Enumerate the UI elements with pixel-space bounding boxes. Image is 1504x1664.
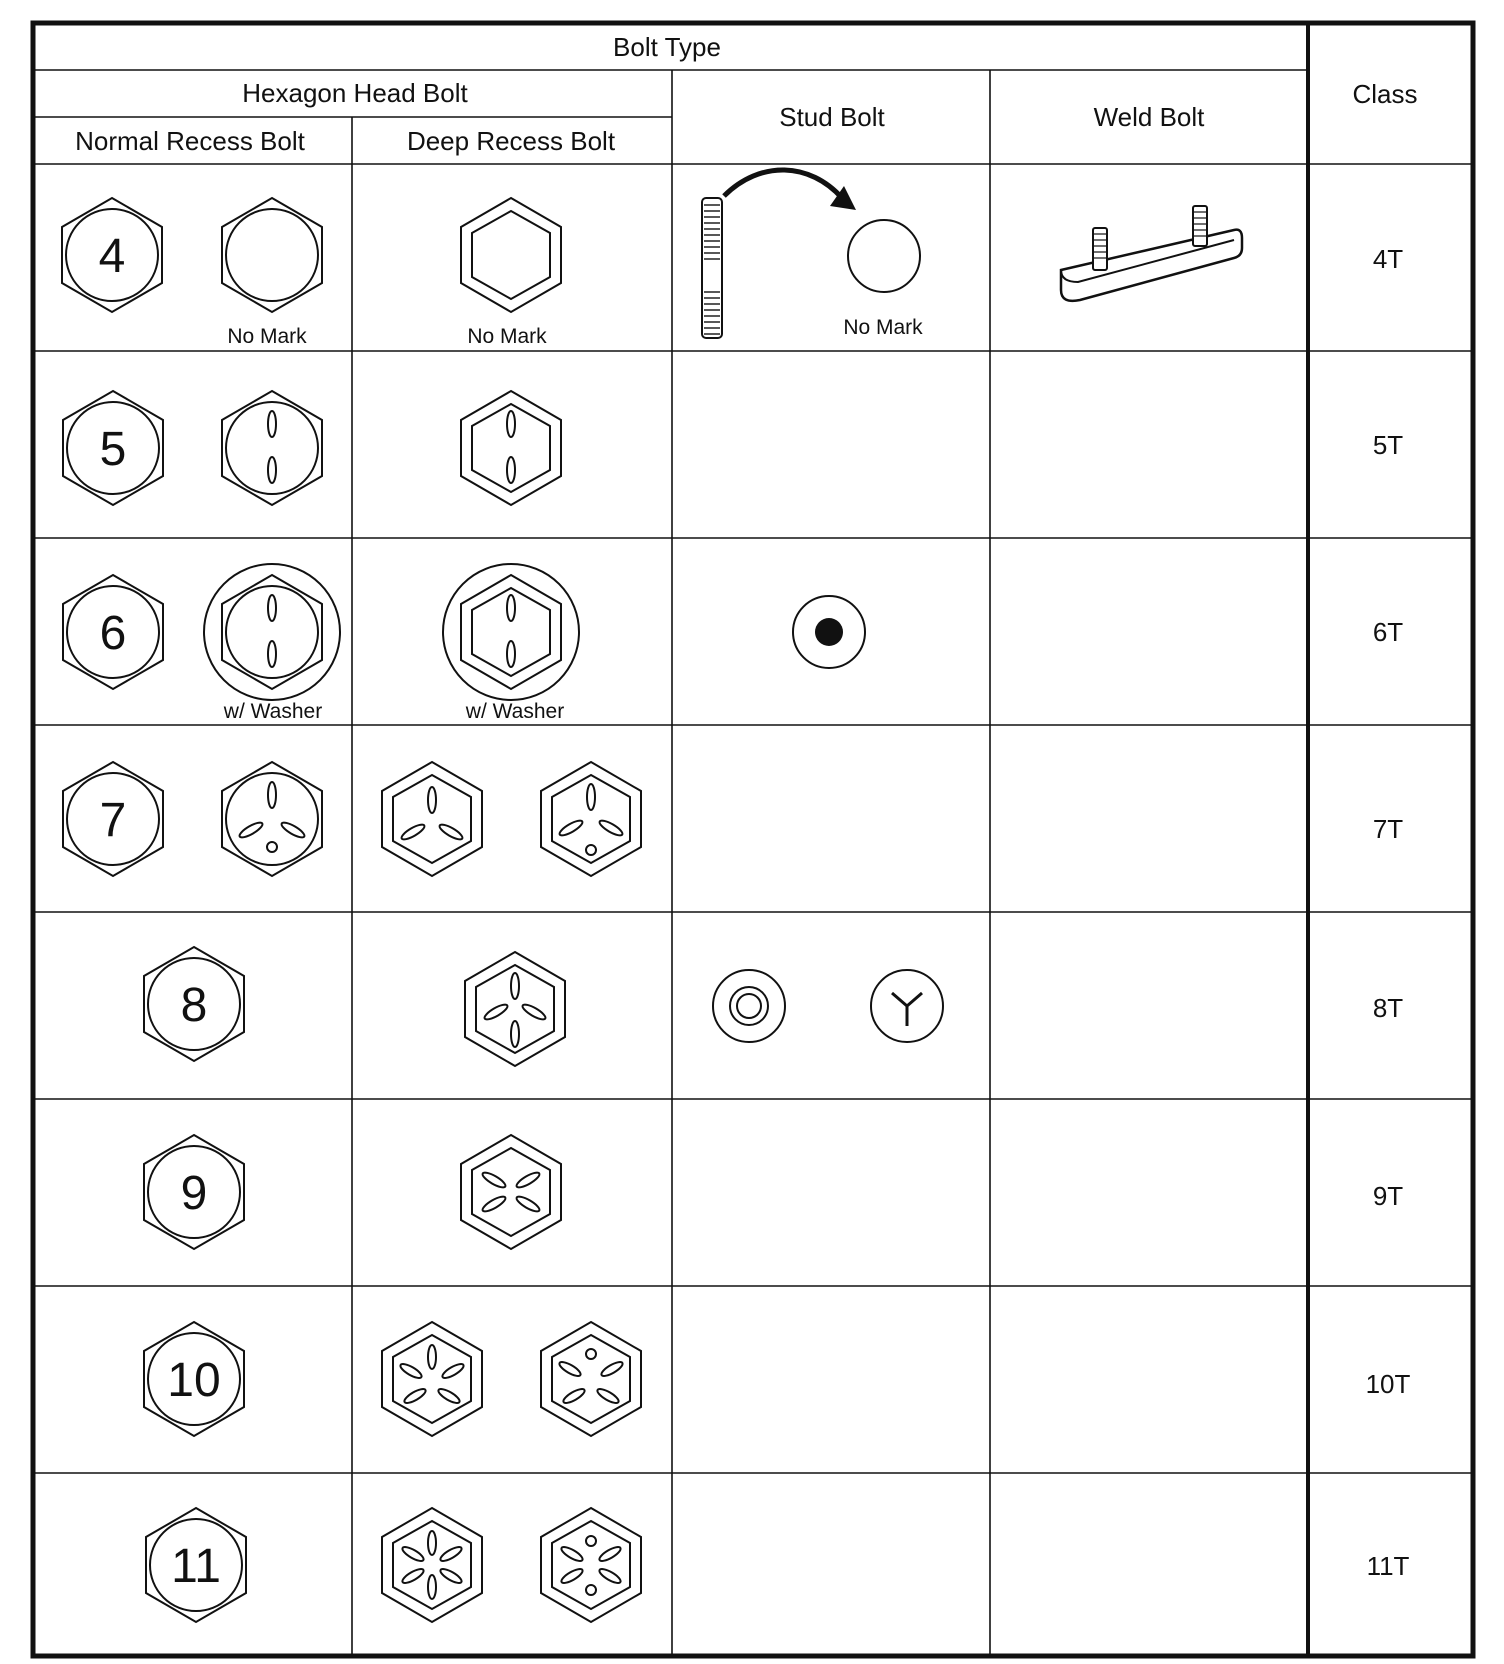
deep-recess-six-dash-icon: [382, 1508, 482, 1622]
two-dash-mark-washer-icon: [204, 564, 340, 700]
class-label: 9T: [1372, 1181, 1404, 1211]
deep-recess-bolt-header: Deep Recess Bolt: [406, 126, 616, 156]
class-label: 7T: [1372, 814, 1404, 844]
deep-recess-two-dash-washer-icon: [443, 564, 579, 700]
deep-recess-three-dash-icon: [382, 762, 482, 876]
svg-text:10: 10: [167, 1354, 221, 1407]
no-mark-caption: No Mark: [227, 325, 307, 348]
stud-bolt-icon: [702, 198, 722, 338]
svg-text:7: 7: [99, 794, 127, 847]
hex-bolt-head-11-icon: [146, 1508, 246, 1622]
class-label: 8T: [1372, 993, 1404, 1023]
stud-y-mark-icon: [871, 970, 943, 1042]
hex-bolt-head-10-icon: [144, 1322, 244, 1436]
hex-bolt-head-6-icon: [63, 575, 163, 689]
svg-text:11: 11: [171, 1540, 221, 1593]
hexagon-head-bolt-header: Hexagon Head Bolt: [242, 78, 468, 108]
no-mark-caption: No Mark: [467, 325, 547, 348]
washer-caption: w/ Washer: [223, 700, 323, 723]
class-label: 4T: [1372, 244, 1404, 274]
class-label: 5T: [1372, 430, 1404, 460]
hex-bolt-head-5-icon: [63, 391, 163, 505]
weld-bolt-icon: [1061, 206, 1242, 301]
svg-text:6: 6: [99, 607, 127, 660]
hex-bolt-head-no-mark-icon: [222, 198, 322, 312]
deep-recess-five-dash-icon: [382, 1322, 482, 1436]
class-label: 10T: [1365, 1369, 1411, 1399]
weld-bolt-header: Weld Bolt: [1093, 102, 1205, 132]
deep-recess-three-dash-dot-icon: [541, 762, 641, 876]
table-grid: [33, 23, 1473, 1656]
three-dash-dot-mark-icon: [222, 762, 322, 876]
deep-recess-two-dash-icon: [461, 391, 561, 505]
stud-double-ring-icon: [713, 970, 785, 1042]
curved-arrow-icon: [724, 170, 856, 210]
svg-text:5: 5: [99, 423, 127, 476]
hex-bolt-head-4-icon: [62, 198, 162, 312]
svg-text:4: 4: [98, 230, 126, 283]
svg-text:8: 8: [180, 979, 208, 1032]
deep-recess-hex-no-mark-icon: [461, 198, 561, 312]
deep-recess-x-dash-icon: [461, 1135, 561, 1249]
normal-recess-bolt-header: Normal Recess Bolt: [75, 126, 305, 156]
hex-bolt-head-8-icon: [144, 947, 244, 1061]
stud-bolt-header: Stud Bolt: [779, 102, 885, 132]
hex-bolt-head-9-icon: [144, 1135, 244, 1249]
deep-recess-four-dash-icon: [465, 952, 565, 1066]
class-header: Class: [1352, 79, 1418, 109]
washer-caption: w/ Washer: [465, 700, 565, 723]
stud-dot-mark-icon: [793, 596, 865, 668]
deep-recess-five-dash-dot-icon: [541, 1322, 641, 1436]
stud-bolt-no-mark-icon: [848, 220, 920, 292]
class-label: 6T: [1372, 617, 1404, 647]
deep-recess-six-dash-dot-icon: [541, 1508, 641, 1622]
class-label: 11T: [1366, 1551, 1410, 1581]
bolt-type-header: Bolt Type: [613, 32, 721, 62]
svg-text:9: 9: [180, 1167, 208, 1220]
hex-bolt-head-7-icon: [63, 762, 163, 876]
no-mark-caption: No Mark: [843, 316, 923, 339]
two-dash-mark-icon: [222, 391, 322, 505]
